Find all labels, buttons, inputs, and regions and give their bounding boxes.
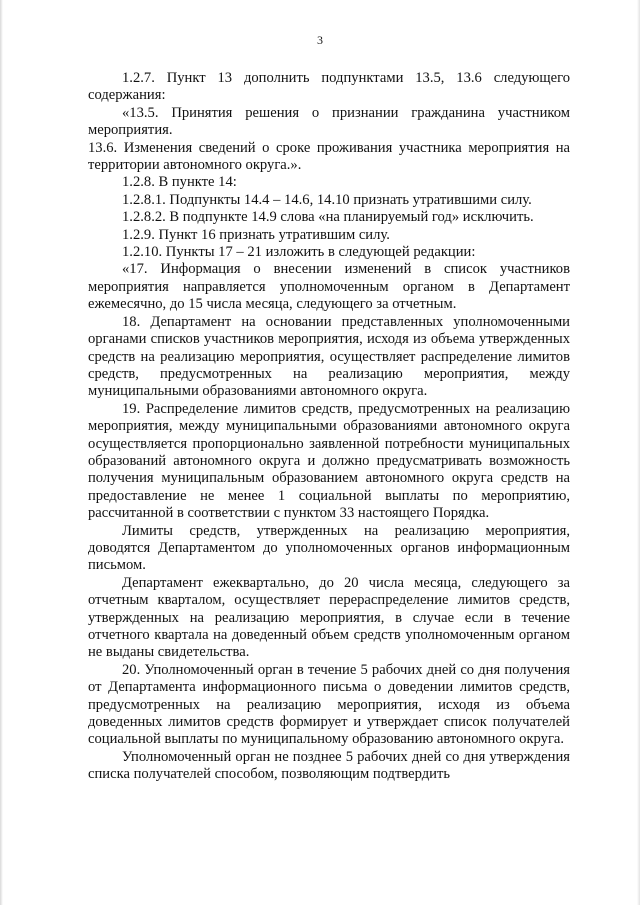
paragraph-1-2-9: 1.2.9. Пункт 16 признать утратившим силу. [122,226,390,243]
paragraph-17: «17. Информация о внесении изменений в список участников мероприятия направляется уполномоченным органом в Департамент ежемесячно, до 15 числа месяца, следующего за отчетным. [88,261,570,313]
paragraph-1-2-8-2: 1.2.8.2. В подпункте 14.9 слова «на планируемый год» исключить. [122,209,534,226]
paragraph-redistribution: Департамент ежеквартально, до 20 числа месяца, следующего за отчетным кварталом, осуществляет перераспределение лимитов средств, утвержденных на реализацию мероприятия, в случае если в течение отчетного квартала на доведенный объем средств уполномоченным органом не выданы свидетельства. [88,574,570,661]
paragraph-1-2-8: 1.2.8. В пункте 14: [122,174,237,191]
paragraph-notification: Уполномоченный орган не позднее 5 рабочих дней со дня утверждения списка получателей способом, позволяющим подтвердить [88,748,570,783]
paragraph-1-2-7: 1.2.7. Пункт 13 дополнить подпунктами 13.5, 13.6 следующего содержания: [88,70,570,104]
paragraph-19: 19. Распределение лимитов средств, предусмотренных на реализацию мероприятия, между муниципальными образованиями автономного округа осуществляется пропорционально заявленной потребности муниципальных образований автономного округа и должно предусматривать возможность получения муниципальным образованием автономного округа средств на предоставление не менее 1 социальной выплаты по мероприятию, рассчитанной в соответствии с пунктом 33 настоящего Порядка. [88,400,570,522]
document-body [88,70,570,784]
paragraph-limits: Лимиты средств, утвержденных на реализацию мероприятия, доводятся Департаментом до уполномоченных органов информационным письмом. [88,522,570,574]
paragraph-18: 18. Департамент на основании представленных уполномоченными органами списков участников мероприятия, исходя из объема утвержденных средств на реализацию мероприятия, осуществляет распределение лимитов средств, предусмотренных на реализацию мероприятия, между муниципальными образованиями автономного округа. [88,313,570,400]
paragraph-13-6: 13.6. Изменения сведений о сроке проживания участника мероприятия на территории автономного округа.». [88,139,570,174]
paragraph-13-5: «13.5. Принятия решения о признании гражданина участником мероприятия. [88,104,570,139]
page-number: 3 [317,33,323,47]
scan-edge-left [0,0,3,905]
paragraph-1-2-8-1: 1.2.8.1. Подпункты 14.4 – 14.6, 14.10 признать утратившими силу. [122,191,532,208]
paragraph-20: 20. Уполномоченный орган в течение 5 рабочих дней со дня получения от Департамента информационного письма о доведении лимитов средств, предусмотренных на реализацию мероприятия, исходя из объема доведенных лимитов средств формирует и утверждает список получателей социальной выплаты по муниципальному образованию автономного округа. [88,661,570,748]
paragraph-1-2-10: 1.2.10. Пункты 17 – 21 изложить в следующей редакции: [122,244,476,261]
